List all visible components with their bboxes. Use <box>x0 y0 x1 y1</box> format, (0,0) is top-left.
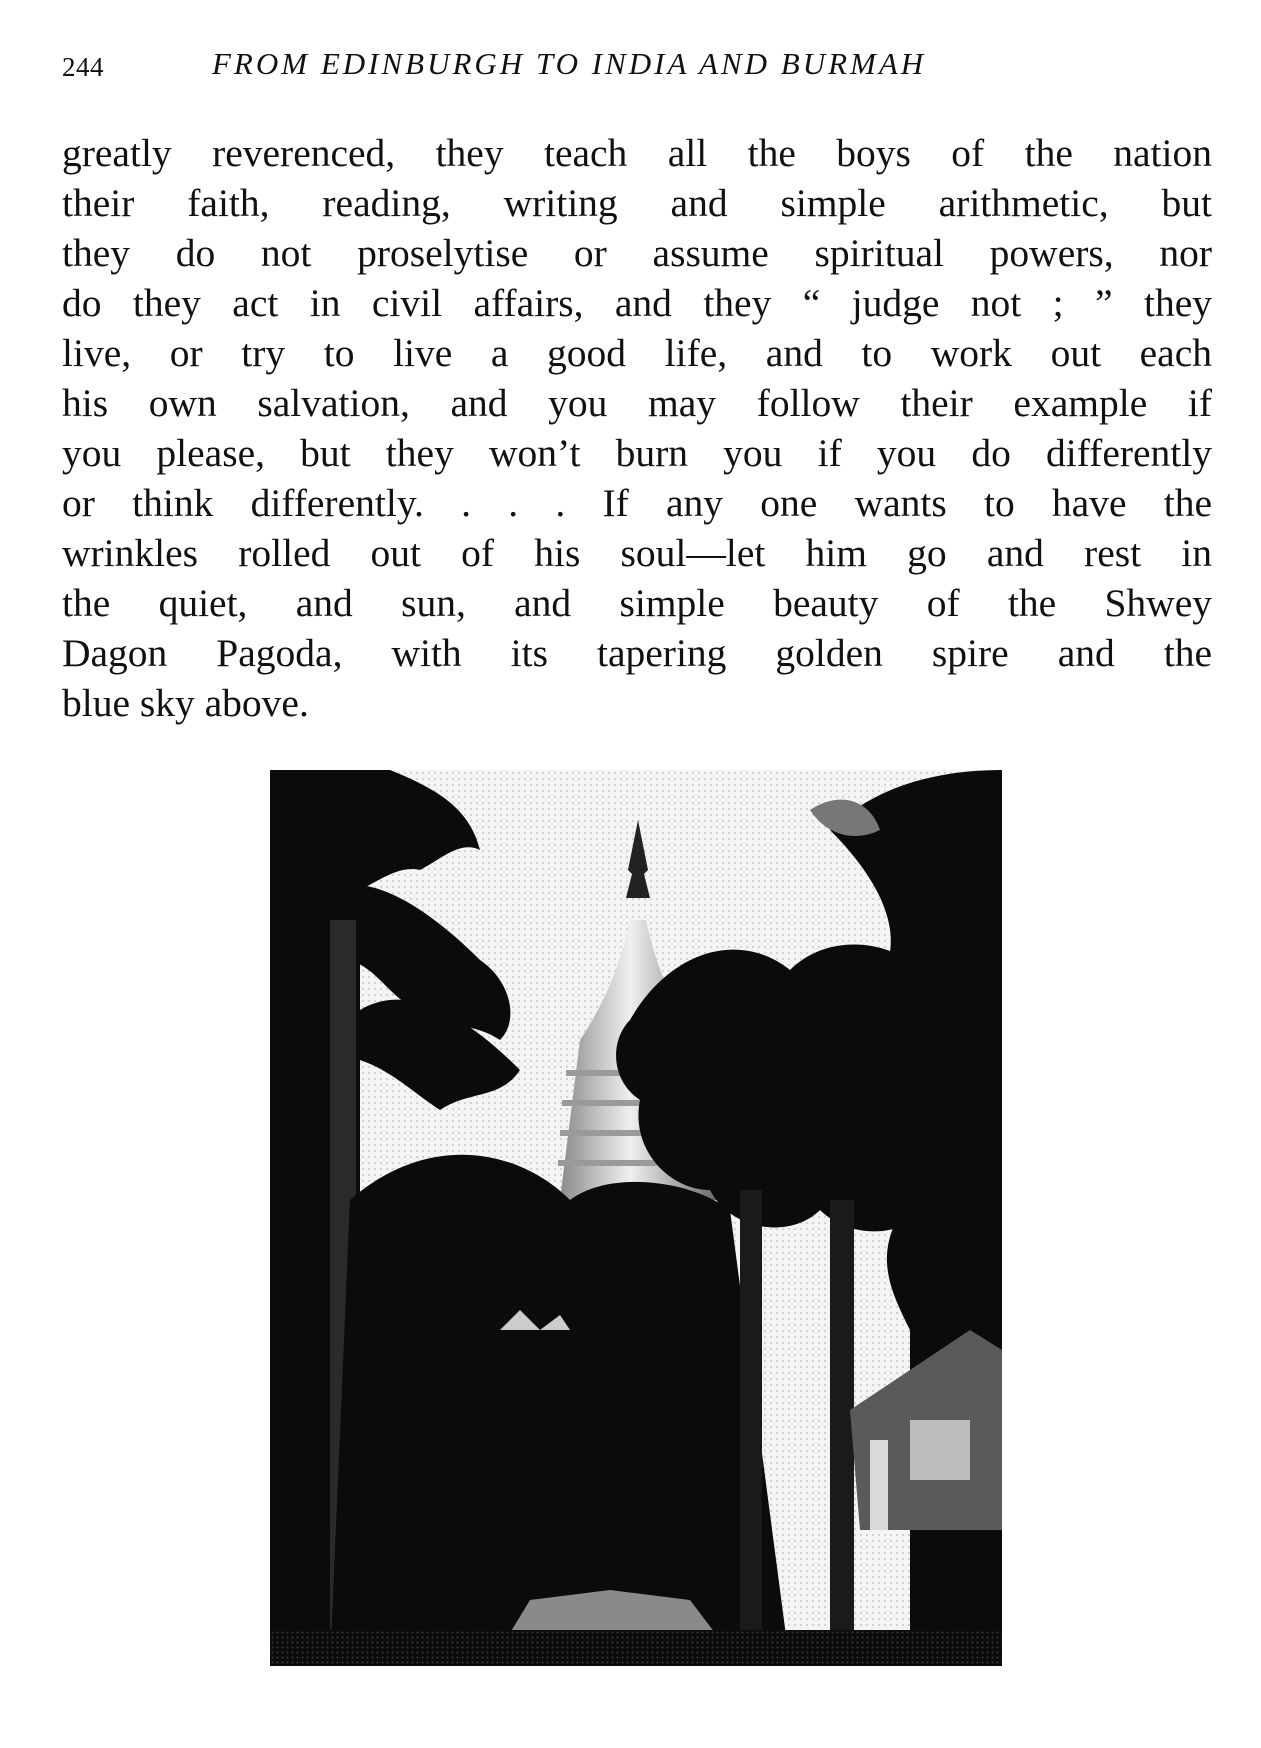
text-line: blue sky above. <box>62 681 309 725</box>
running-title: FROM EDINBURGH TO INDIA AND BURMAH <box>212 46 927 81</box>
text-line: greatly reverenced, they teach all the boys of the nation <box>62 131 1212 175</box>
page-number: 244 <box>62 52 104 82</box>
text-line: Dagon Pagoda, with its tapering golden spire and the <box>62 631 1212 675</box>
text-line: or think differently. . . . If any one wants to have the <box>62 481 1212 525</box>
pagoda-photograph <box>270 770 1002 1666</box>
text-line: his own salvation, and you may follow their example if <box>62 381 1212 425</box>
text-line: the quiet, and sun, and simple beauty of the Shwey <box>62 581 1212 625</box>
body-paragraph <box>62 128 1212 728</box>
text-line: wrinkles rolled out of his soul—let him go and rest in <box>62 531 1212 575</box>
text-line: their faith, reading, writing and simple arithmetic, but <box>62 181 1212 225</box>
text-line: they do not proselytise or assume spiritual powers, nor <box>62 231 1212 275</box>
text-line: do they act in civil affairs, and they “ judge not ; ” they <box>62 281 1212 325</box>
text-line: you please, but they won’t burn you if you do differently <box>62 431 1212 475</box>
pagoda-photograph-drawing <box>270 770 1002 1666</box>
foreground-ground <box>270 1630 1002 1666</box>
central-foliage <box>330 1155 790 1666</box>
running-head <box>62 46 1162 90</box>
text-line: live, or try to live a good life, and to work out each <box>62 331 1212 375</box>
